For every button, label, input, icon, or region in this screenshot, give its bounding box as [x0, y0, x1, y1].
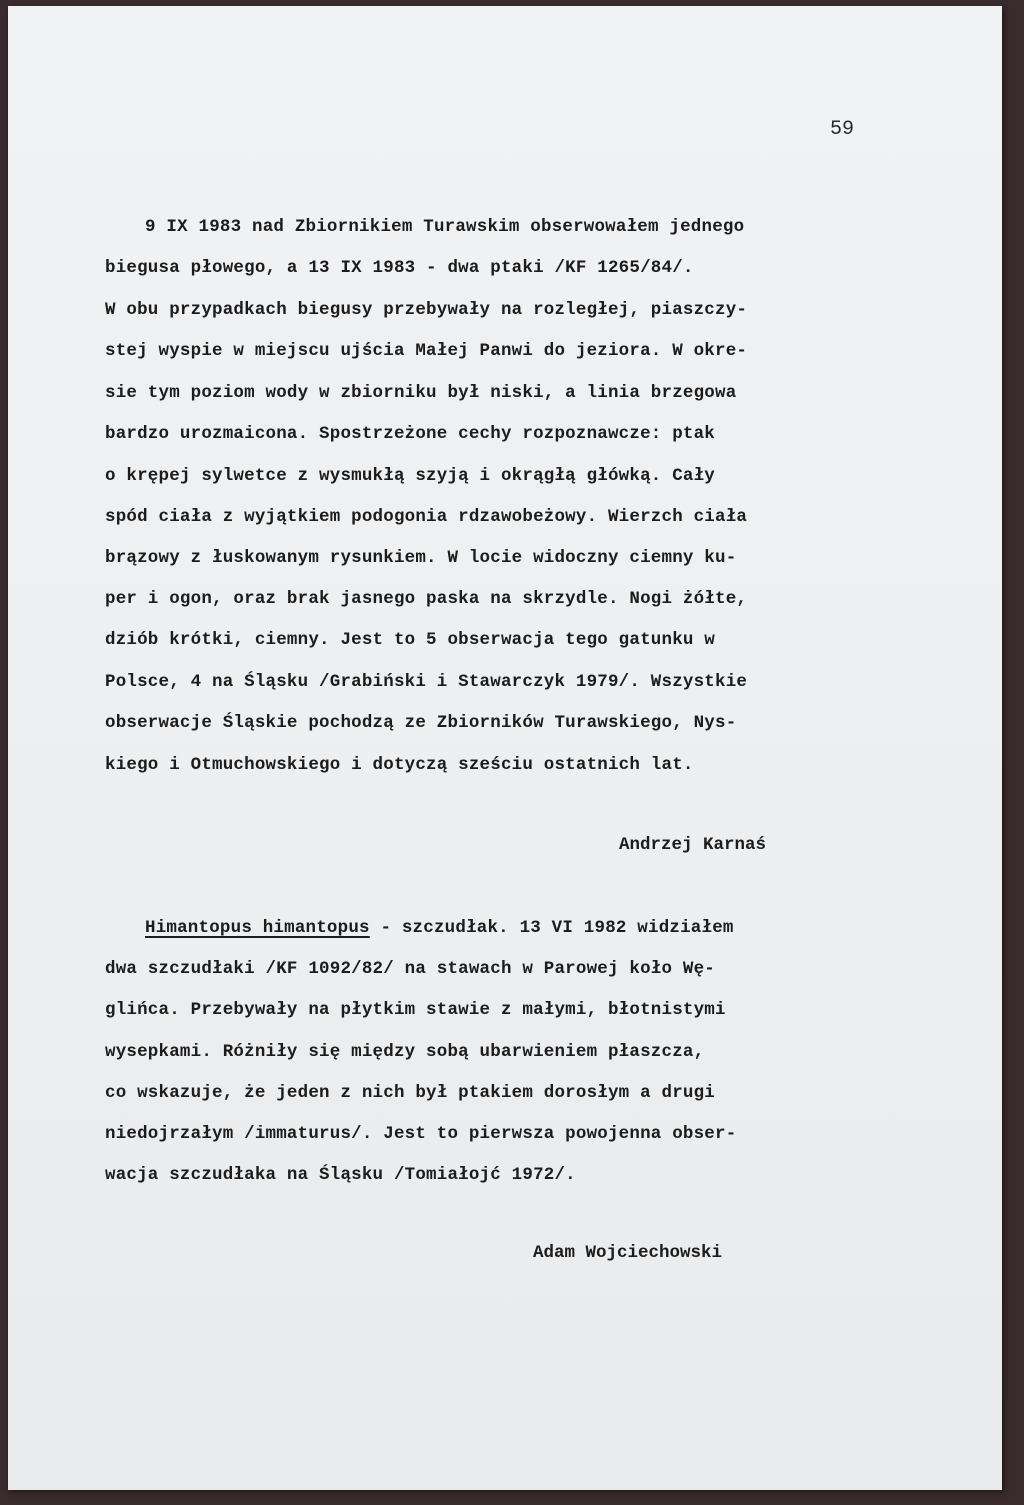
paragraph-1-line: spód ciała z wyjątkiem podogonia rdzawobeżowy. Wierzch ciała	[105, 507, 748, 527]
paragraph-2-line: co wskazuje, że jeden z nich był ptakiem dorosłym a drugi	[105, 1083, 715, 1103]
paragraph-2-line: dwa szczudłaki /KF 1092/82/ na stawach w Parowej koło Wę-	[105, 959, 715, 979]
paragraph-1-line: Polsce, 4 na Śląsku /Grabiński i Stawarczyk 1979/. Wszystkie	[105, 672, 748, 692]
paragraph-1-line: brązowy z łuskowanym rysunkiem. W locie widoczny ciemny ku-	[105, 548, 737, 568]
paragraph-2-line: wysepkami. Różniły się między sobą ubarwieniem płaszcza,	[105, 1042, 705, 1062]
paragraph-2-first-line	[145, 918, 734, 938]
paragraph-1-line: dziób krótki, ciemny. Jest to 5 obserwacja tego gatunku w	[105, 630, 715, 650]
author-signature-2: Adam Wojciechowski	[533, 1243, 723, 1263]
paragraph-2-line: wacja szczudłaka na Śląsku /Tomiałojć 1972/.	[105, 1165, 576, 1185]
paragraph-1-line: biegusa płowego, a 13 IX 1983 - dwa ptaki /KF 1265/84/.	[105, 258, 694, 278]
paragraph-1-line: bardzo urozmaicona. Spostrzeżone cechy rozpoznawcze: ptak	[105, 424, 715, 444]
species-name: Himantopus himantopus	[145, 918, 370, 938]
first-line-rest: - szczudłak. 13 VI 1982 widziałem	[369, 918, 734, 938]
paragraph-1-line: 9 IX 1983 nad Zbiornikiem Turawskim obserwowałem jednego	[145, 217, 745, 237]
paragraph-2-line: niedojrzałym /immaturus/. Jest to pierwsza powojenna obser-	[105, 1124, 737, 1144]
paragraph-1-line: stej wyspie w miejscu ujścia Małej Panwi do jeziora. W okre-	[105, 341, 748, 361]
page-number: 59	[830, 118, 855, 141]
paragraph-1-line: W obu przypadkach biegusy przebywały na rozległej, piaszczy-	[105, 300, 748, 320]
paragraph-1-line: kiego i Otmuchowskiego i dotyczą sześciu ostatnich lat.	[105, 755, 694, 775]
paragraph-2-line: glińca. Przebywały na płytkim stawie z małymi, błotnistymi	[105, 1000, 726, 1020]
paragraph-1-line: obserwacje Śląskie pochodzą ze Zbiorników Turawskiego, Nys-	[105, 713, 737, 733]
paper-sheet	[8, 6, 1002, 1490]
author-signature-1: Andrzej Karnaś	[619, 835, 767, 855]
paragraph-1-line: per i ogon, oraz brak jasnego paska na skrzydle. Nogi żółte,	[105, 589, 748, 609]
paragraph-1-line: sie tym poziom wody w zbiorniku był niski, a linia brzegowa	[105, 383, 737, 403]
paragraph-1-line: o krępej sylwetce z wysmukłą szyją i okrągłą główką. Cały	[105, 466, 715, 486]
